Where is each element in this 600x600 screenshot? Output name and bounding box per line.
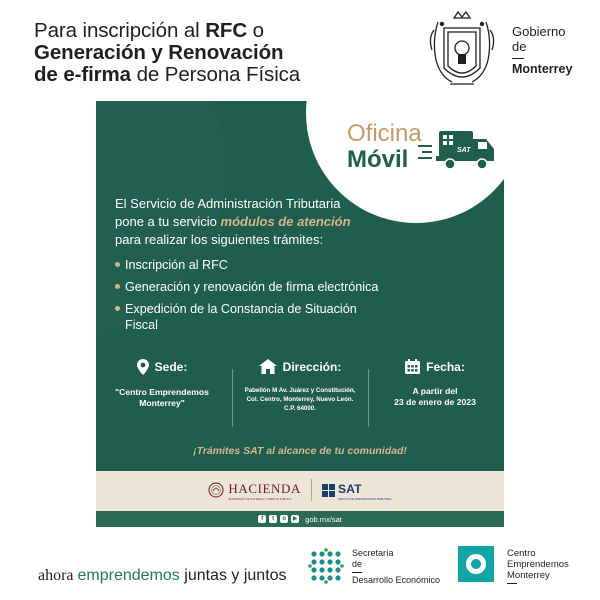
fecha-label: Fecha: bbox=[426, 359, 465, 374]
desarrollo-economico-wordmark bbox=[352, 548, 440, 586]
gov-line2: de bbox=[512, 39, 527, 54]
sat-name: SAT bbox=[338, 481, 362, 496]
headline-generacion: Generación y Renovación bbox=[34, 41, 284, 64]
footer-slogan bbox=[38, 567, 287, 585]
direccion-label: Dirección: bbox=[282, 359, 342, 374]
social-bar bbox=[96, 511, 504, 527]
fecha-line1: A partir del bbox=[412, 386, 458, 396]
headline-suffix: de Persona Física bbox=[130, 63, 301, 86]
cem-line2: Emprendemos bbox=[507, 559, 569, 570]
mexico-seal-icon bbox=[208, 482, 224, 498]
cem-line1: Centro bbox=[507, 548, 536, 559]
sat-subtitle: SERVICIO DE ADMINISTRACIÓN TRIBUTARIA bbox=[338, 497, 392, 501]
sde-line3: Desarrollo Económico bbox=[352, 575, 441, 585]
sede-value-1: "Centro Emprendemos bbox=[115, 387, 209, 397]
intro-line3: para realizar los siguientes trámites: bbox=[115, 232, 324, 247]
headline-o: o bbox=[247, 19, 264, 42]
slogan-ahora: ahora bbox=[38, 567, 78, 584]
centro-emprendemos-logo bbox=[458, 546, 494, 582]
headline-prefix: Para inscripción al bbox=[34, 19, 206, 42]
headline-rfc: RFC bbox=[205, 19, 248, 42]
page-headline bbox=[34, 20, 364, 86]
fecha-line2: 23 de enero de 2023 bbox=[394, 397, 476, 407]
direccion-line3: C.P. 64000. bbox=[284, 405, 316, 412]
list-item: Generación y renovación de firma electrónica bbox=[115, 279, 385, 295]
sde-line1: Secretaría bbox=[352, 548, 394, 558]
direccion-line2: Col. Centro, Monterrey, Nuevo León. bbox=[246, 396, 354, 403]
centro-emprendemos-wordmark bbox=[507, 548, 569, 586]
intro-highlight: módulos de atención bbox=[220, 214, 351, 229]
monterrey-crest-logo bbox=[424, 10, 500, 90]
home-icon bbox=[259, 359, 277, 374]
sat-logo bbox=[322, 480, 392, 501]
sede-value-2: Monterrey" bbox=[139, 398, 185, 408]
bullet-dot bbox=[115, 284, 120, 289]
logo-divider bbox=[311, 479, 312, 501]
facebook-icon[interactable]: f bbox=[258, 515, 266, 523]
sde-line2: de bbox=[352, 559, 363, 569]
bullet-dot bbox=[115, 262, 120, 267]
youtube-icon[interactable]: ▶ bbox=[292, 516, 298, 522]
hacienda-subtitle: SECRETARÍA DE HACIENDA Y CRÉDITO PÚBLICO bbox=[228, 497, 292, 501]
centro-emprendemos-mark-icon bbox=[458, 546, 494, 582]
bullet-dot bbox=[115, 306, 120, 311]
calendar-icon bbox=[405, 359, 420, 374]
intro-line1: El Servicio de Administración Tributaria bbox=[115, 196, 341, 211]
gov-line1: Gobierno bbox=[512, 24, 566, 39]
brand-oficina: Oficina bbox=[347, 120, 422, 147]
sede-info bbox=[100, 359, 224, 409]
intro-line2: pone a tu servicio bbox=[115, 214, 221, 229]
hacienda-logo bbox=[208, 480, 301, 501]
services-list bbox=[115, 257, 385, 339]
fecha-info bbox=[370, 359, 500, 408]
gov-city: Monterrey bbox=[512, 62, 573, 76]
list-item: Inscripción al RFC bbox=[115, 257, 385, 273]
headline-efirma: de e-firma bbox=[34, 63, 131, 86]
direccion-line1: Pabellón M Av. Juárez y Constitución, bbox=[244, 387, 356, 394]
location-pin-icon bbox=[137, 359, 149, 375]
cem-line3: Monterrey bbox=[507, 570, 550, 581]
desarrollo-economico-logo bbox=[306, 546, 346, 586]
hacienda-name: HACIENDA bbox=[228, 480, 302, 496]
slogan-emprendemos: emprendemos bbox=[77, 567, 180, 584]
sat-mark-icon bbox=[322, 484, 335, 497]
gov-divider bbox=[512, 58, 524, 59]
social-handle[interactable]: gob.mx/sat bbox=[305, 514, 342, 524]
cem-divider bbox=[507, 583, 517, 584]
slogan-rest: juntas y juntos bbox=[179, 567, 287, 584]
intro-text bbox=[115, 195, 415, 249]
government-wordmark bbox=[512, 24, 572, 77]
agency-logos bbox=[96, 473, 504, 507]
info-divider bbox=[368, 369, 369, 427]
truck-sat-label: SAT bbox=[457, 147, 471, 154]
direccion-info bbox=[233, 359, 367, 413]
poster-card bbox=[96, 101, 504, 527]
brand-movil: Móvil bbox=[347, 146, 409, 173]
list-item: Expedición de la Constancia de Situación Fiscal bbox=[115, 301, 385, 333]
poster-panel bbox=[96, 101, 504, 471]
twitter-icon[interactable]: t bbox=[269, 515, 277, 523]
sede-label: Sede: bbox=[154, 360, 188, 374]
sde-divider bbox=[352, 572, 362, 573]
instagram-icon[interactable]: o bbox=[280, 515, 288, 523]
poster-tagline: ¡Trámites SAT al alcance de tu comunidad! bbox=[193, 445, 407, 457]
